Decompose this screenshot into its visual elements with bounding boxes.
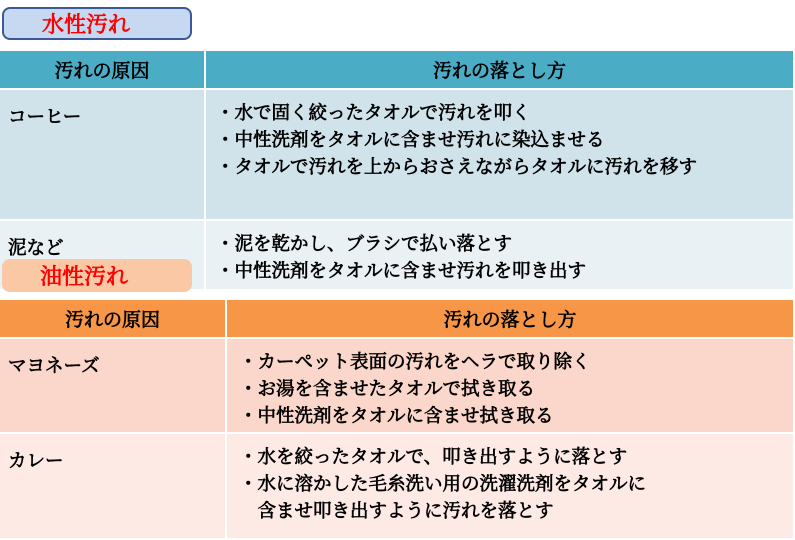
methods-cell: [205, 89, 794, 220]
method-line: ・タオルで汚れを上からおさえながらタオルに汚れを移す: [216, 157, 698, 178]
methods-cell: [205, 220, 794, 290]
method-line: 含ませ叩き出すように汚れを落とす: [239, 501, 554, 522]
methods-cell: [226, 433, 794, 539]
header-cause: 汚れの原因: [0, 300, 226, 338]
water-stain-table: [0, 51, 795, 291]
table-header-row: [0, 51, 794, 89]
method-line: ・カーペット表面の汚れをヘラで取り除く: [239, 352, 591, 373]
cause-cell: マヨネーズ: [0, 338, 226, 433]
table-header-row: [0, 300, 794, 338]
methods-cell: [226, 338, 794, 433]
method-line: ・中性洗剤をタオルに含ませ拭き取る: [239, 406, 554, 427]
cause-cell: 泥など: [0, 220, 205, 290]
table-row: [0, 433, 794, 539]
method-line: ・泥を乾かし、ブラシで払い落とす: [216, 234, 513, 255]
header-cause: 汚れの原因: [0, 51, 205, 89]
table-row: [0, 89, 794, 220]
method-line: ・水を絞ったタオルで、叩き出すように落とす: [239, 447, 628, 468]
table-row: [0, 338, 794, 433]
oil-stain-table: [0, 300, 795, 540]
cause-cell: コーヒー: [0, 89, 205, 220]
method-line: ・中性洗剤をタオルに含ませ汚れに染込ませる: [216, 130, 605, 151]
oil-stain-heading: 油性汚れ: [2, 259, 192, 292]
cause-cell: カレー: [0, 433, 226, 539]
header-method: 汚れの落とし方: [226, 300, 794, 338]
header-method: 汚れの落とし方: [205, 51, 794, 89]
method-line: ・水で固く絞ったタオルで汚れを叩く: [216, 103, 531, 124]
water-stain-heading: 水性汚れ: [2, 7, 192, 40]
method-line: ・水に溶かした毛糸洗い用の洗濯洗剤をタオルに: [239, 474, 647, 495]
method-line: ・お湯を含ませたタオルで拭き取る: [239, 379, 536, 400]
method-line: ・中性洗剤をタオルに含ませ汚れを叩き出す: [216, 261, 587, 282]
